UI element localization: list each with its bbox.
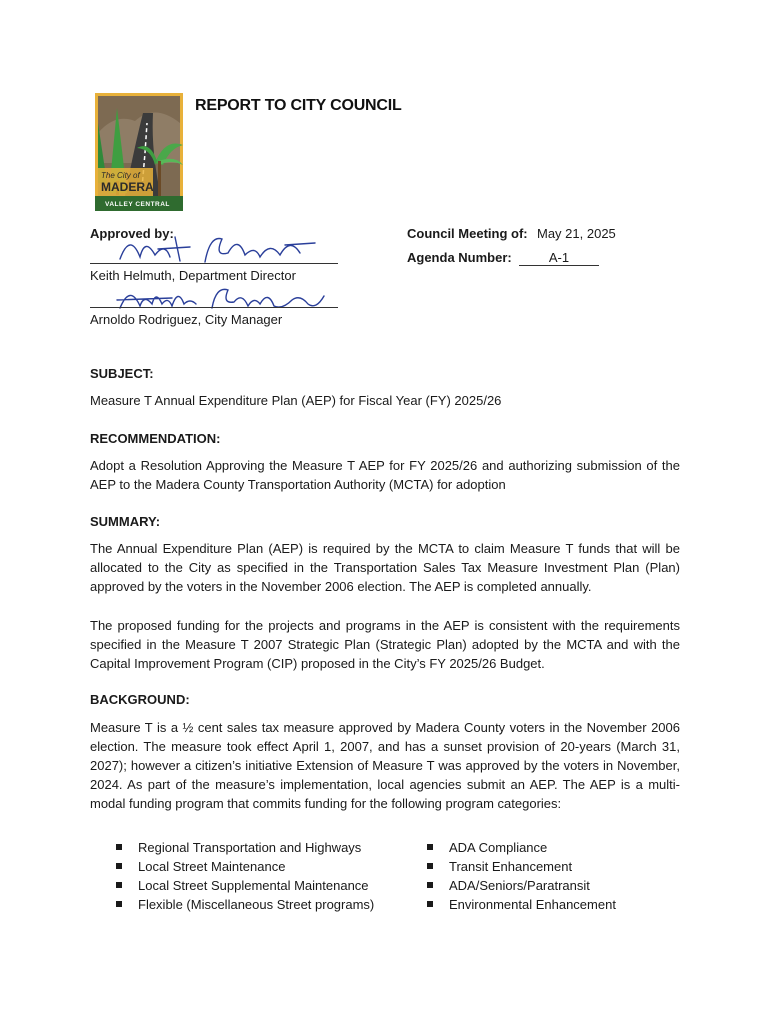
background-heading: BACKGROUND: — [90, 692, 190, 707]
council-meeting-date: May 21, 2025 — [537, 226, 616, 241]
subject-text: Measure T Annual Expenditure Plan (AEP) for Fiscal Year (FY) 2025/26 — [90, 393, 502, 408]
program-categories-left — [113, 838, 374, 914]
list-item: ADA Compliance — [424, 838, 616, 857]
director-name: Keith Helmuth, Department Director — [90, 268, 296, 283]
recommendation-heading: RECOMMENDATION: — [90, 431, 221, 446]
list-item: Local Street Supplemental Maintenance — [113, 876, 374, 895]
bullet-icon — [116, 844, 122, 850]
list-item: Local Street Maintenance — [113, 857, 374, 876]
logo-line-3: VALLEY CENTRAL — [105, 201, 170, 208]
bullet-icon — [427, 844, 433, 850]
background-paragraph: Measure T is a ½ cent sales tax measure approved by Madera County voters in the November 2006 election. The measure took effect April 1, 2007, and has a sunset provision of 20-years (March 31, 2027); however a citizen’s initiative Extension of Measure T was approved by the voters in November, 2024. As part of the measure’s implementation, local agencies submit an AEP. The AEP is a multi-modal funding program that commits funding for the following program categories: — [90, 720, 680, 811]
agenda-number-value: A-1 — [519, 250, 599, 266]
list-item: Environmental Enhancement — [424, 895, 616, 914]
bullet-icon — [116, 882, 122, 888]
summary-heading: SUMMARY: — [90, 514, 161, 529]
subject-heading: SUBJECT: — [90, 366, 154, 381]
city-of-madera-logo — [95, 93, 183, 211]
logo-line-1: The City of — [101, 171, 140, 180]
agenda-number-label: Agenda Number: — [407, 250, 512, 265]
summary-paragraph-1: The Annual Expenditure Plan (AEP) is required by the MCTA to claim Measure T funds that will be allocated to the City as specified in the Transportation Sales Tax Measure Investment Plan (Plan) approved by the voters in the November 2006 election. The AEP is completed annually. — [90, 541, 680, 594]
council-meeting-label: Council Meeting of: — [407, 226, 528, 241]
logo-line-2: MADERA — [101, 180, 154, 194]
city-manager-signature — [112, 280, 327, 316]
summary-paragraph-2: The proposed funding for the projects and programs in the AEP is consistent with the requirements specified in the Measure T 2007 Strategic Plan (Strategic Plan) adopted by the MCTA and with the Capital Improvement Program (CIP) proposed in the City’s FY 2025/26 Budget. — [90, 618, 680, 671]
approved-by-label: Approved by: — [90, 226, 174, 241]
signature-line-city-manager — [90, 307, 338, 308]
list-item: Transit Enhancement — [424, 857, 616, 876]
list-item: ADA/Seniors/Paratransit — [424, 876, 616, 895]
bullet-icon — [427, 863, 433, 869]
signature-line-director — [90, 263, 338, 264]
list-item: Regional Transportation and Highways — [113, 838, 374, 857]
list-item: Flexible (Miscellaneous Street programs) — [113, 895, 374, 914]
recommendation-text: Adopt a Resolution Approving the Measure T AEP for FY 2025/26 and authorizing submission of the AEP to the Madera County Transportation Authority (MCTA) for adoption — [90, 458, 680, 492]
program-categories-right — [424, 838, 616, 914]
bullet-icon — [116, 863, 122, 869]
city-manager-name: Arnoldo Rodriguez, City Manager — [90, 312, 283, 327]
report-title: REPORT TO CITY COUNCIL — [195, 97, 402, 114]
bullet-icon — [427, 882, 433, 888]
bullet-icon — [116, 901, 122, 907]
bullet-icon — [427, 901, 433, 907]
